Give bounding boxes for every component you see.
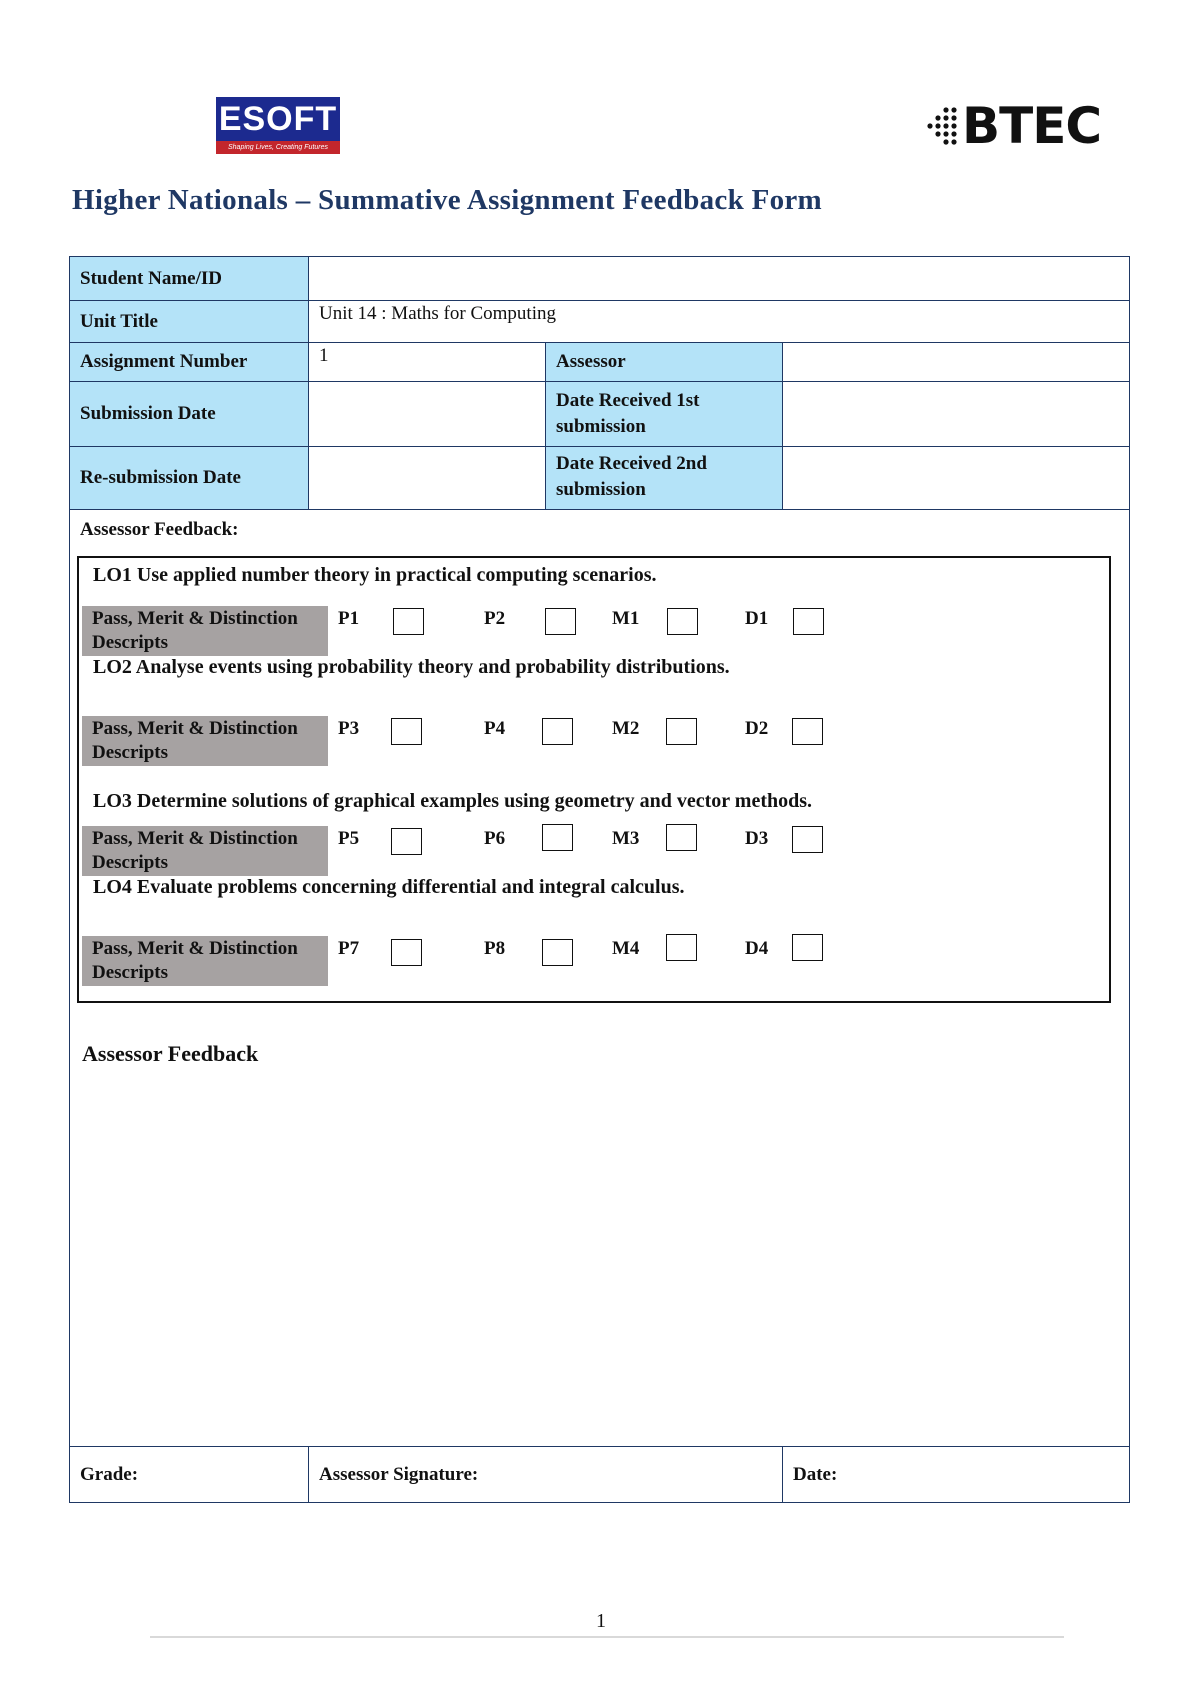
- descriptor-label: Pass, Merit & Distinction Descripts: [82, 936, 328, 986]
- descriptor-label: Pass, Merit & Distinction Descripts: [82, 606, 328, 656]
- unit-title-field[interactable]: Unit 14 : Maths for Computing: [308, 300, 1130, 343]
- criterion-checkbox-d2[interactable]: [792, 718, 823, 745]
- criterion-label: P6: [484, 828, 506, 849]
- lo2-title: LO2 Analyse events using probability theory and probability distributions.: [93, 656, 730, 678]
- criterion-label: P5: [338, 828, 360, 849]
- btec-logo-text: BTEC: [962, 97, 1102, 155]
- criterion-label: D1: [745, 608, 769, 629]
- footer-divider: [150, 1636, 1064, 1638]
- criterion-checkbox-p6[interactable]: [542, 824, 573, 851]
- submission-date-field[interactable]: [308, 381, 546, 447]
- date-received-2nd-field[interactable]: [782, 446, 1130, 510]
- assessor-feedback-label: Assessor Feedback:: [80, 519, 239, 540]
- grade-label: Grade:: [69, 1446, 309, 1503]
- btec-logo: [924, 97, 1114, 160]
- student-name-field[interactable]: [308, 256, 1130, 301]
- criterion-checkbox-d4[interactable]: [792, 934, 823, 961]
- learning-outcomes-box: [77, 556, 1111, 1003]
- lo3-criteria-row: [82, 826, 842, 878]
- assignment-number-field[interactable]: 1: [308, 342, 546, 382]
- descriptor-label: Pass, Merit & Distinction Descripts: [82, 716, 328, 766]
- criterion-label: M2: [612, 718, 640, 739]
- resubmission-date-label: Re-submission Date: [69, 446, 309, 510]
- criterion-checkbox-p8[interactable]: [542, 939, 573, 966]
- criterion-label: M1: [612, 608, 640, 629]
- lo2-criteria-row: [82, 716, 842, 768]
- date-received-1st-label: Date Received 1st submission: [545, 381, 783, 447]
- lo1-criteria-row: [82, 606, 842, 658]
- assessor-field[interactable]: [782, 342, 1130, 382]
- student-name-label: Student Name/ID: [69, 256, 309, 301]
- unit-title-label: Unit Title: [69, 300, 309, 343]
- esoft-logo: [216, 97, 340, 154]
- criterion-label: P4: [484, 718, 506, 739]
- lo3-title: LO3 Determine solutions of graphical examples using geometry and vector methods.: [93, 790, 813, 812]
- criterion-label: M4: [612, 938, 640, 959]
- criterion-label: D2: [745, 718, 769, 739]
- criterion-checkbox-p7[interactable]: [391, 939, 422, 966]
- criterion-checkbox-p2[interactable]: [545, 608, 576, 635]
- submission-date-label: Submission Date: [69, 381, 309, 447]
- criterion-label: P8: [484, 938, 506, 959]
- resubmission-date-field[interactable]: [308, 446, 546, 510]
- criterion-label: P1: [338, 608, 360, 629]
- assessor-feedback-heading: Assessor Feedback: [82, 1041, 259, 1066]
- page-number: 1: [596, 1610, 606, 1632]
- criterion-checkbox-d1[interactable]: [793, 608, 824, 635]
- descriptor-label: Pass, Merit & Distinction Descripts: [82, 826, 328, 876]
- date-label: Date:: [782, 1446, 1130, 1503]
- criterion-checkbox-p5[interactable]: [391, 828, 422, 855]
- criterion-checkbox-p3[interactable]: [391, 718, 422, 745]
- assessor-signature-label: Assessor Signature:: [308, 1446, 783, 1503]
- page-title: Higher Nationals – Summative Assignment Feedback Form: [72, 184, 823, 216]
- lo4-criteria-row: [82, 936, 842, 988]
- criterion-label: M3: [612, 828, 640, 849]
- criterion-label: P2: [484, 608, 506, 629]
- criterion-label: P7: [338, 938, 360, 959]
- criterion-checkbox-m4[interactable]: [666, 934, 697, 961]
- esoft-logo-tagline: Shaping Lives, Creating Futures: [216, 141, 340, 154]
- esoft-logo-text: ESOFT: [218, 100, 338, 138]
- criterion-checkbox-m1[interactable]: [667, 608, 698, 635]
- btec-dots-icon: [924, 106, 964, 150]
- lo1-title: LO1 Use applied number theory in practical computing scenarios.: [93, 564, 657, 586]
- assessor-feedback-area[interactable]: [80, 1078, 1120, 1438]
- criterion-checkbox-m2[interactable]: [666, 718, 697, 745]
- criterion-label: P3: [338, 718, 360, 739]
- criterion-label: D4: [745, 938, 769, 959]
- criterion-checkbox-p4[interactable]: [542, 718, 573, 745]
- lo4-title: LO4 Evaluate problems concerning differential and integral calculus.: [93, 876, 685, 898]
- date-received-2nd-label: Date Received 2nd submission: [545, 446, 783, 510]
- criterion-checkbox-p1[interactable]: [393, 608, 424, 635]
- criterion-checkbox-d3[interactable]: [792, 826, 823, 853]
- criterion-label: D3: [745, 828, 769, 849]
- assessor-label: Assessor: [545, 342, 783, 382]
- criterion-checkbox-m3[interactable]: [666, 824, 697, 851]
- assignment-number-label: Assignment Number: [69, 342, 309, 382]
- date-received-1st-field[interactable]: [782, 381, 1130, 447]
